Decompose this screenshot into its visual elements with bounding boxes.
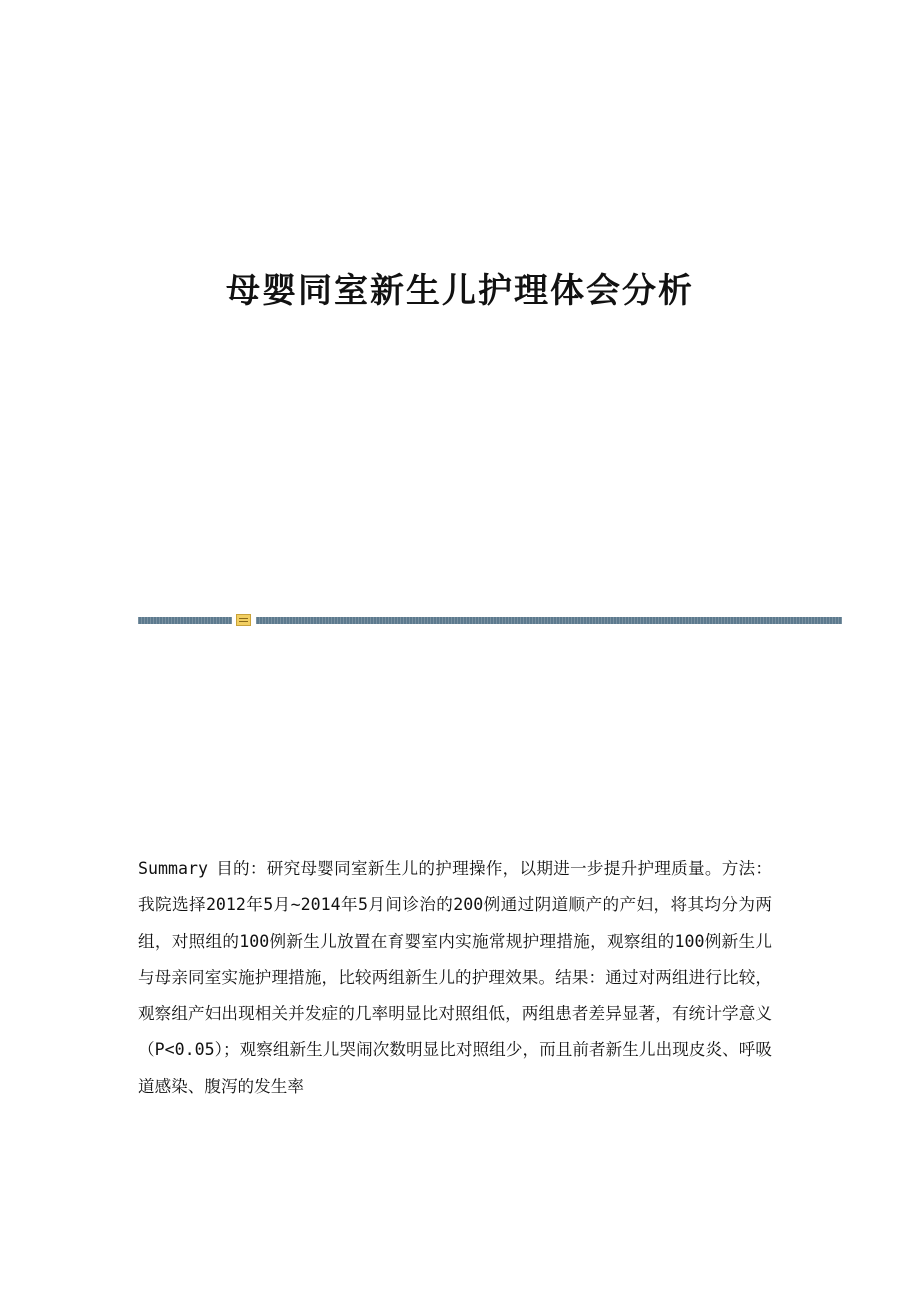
abstract-paragraph (138, 851, 772, 1105)
abstract-text: 目的：研究母婴同室新生儿的护理操作，以期进一步提升护理质量。方法：我院选择2012年5月~2014年5月间诊治的200例通过阴道顺产的产妇，将其均分为两组，对照组的100例新生儿放置在育婴室内实施常规护理措施，观察组的100例新生儿与母亲同室实施护理措施，比较两组新生儿的护理效果。结果：通过对两组进行比较，观察组产妇出现相关并发症的几率明显比对照组低，两组患者差异显著，有统计学意义（P<0.05）；观察组新生儿哭闹次数明显比对照组少，而且前者新生儿出现皮炎、呼吸道感染、腹泻的发生率 (138, 859, 772, 1096)
divider-ornament-icon (236, 614, 251, 626)
divider-bar-left (138, 617, 232, 624)
document-title: 母婴同室新生儿护理体会分析 (226, 271, 694, 311)
abstract-label: Summary (138, 859, 208, 878)
title-divider (138, 614, 842, 626)
divider-bar-right (256, 617, 842, 624)
